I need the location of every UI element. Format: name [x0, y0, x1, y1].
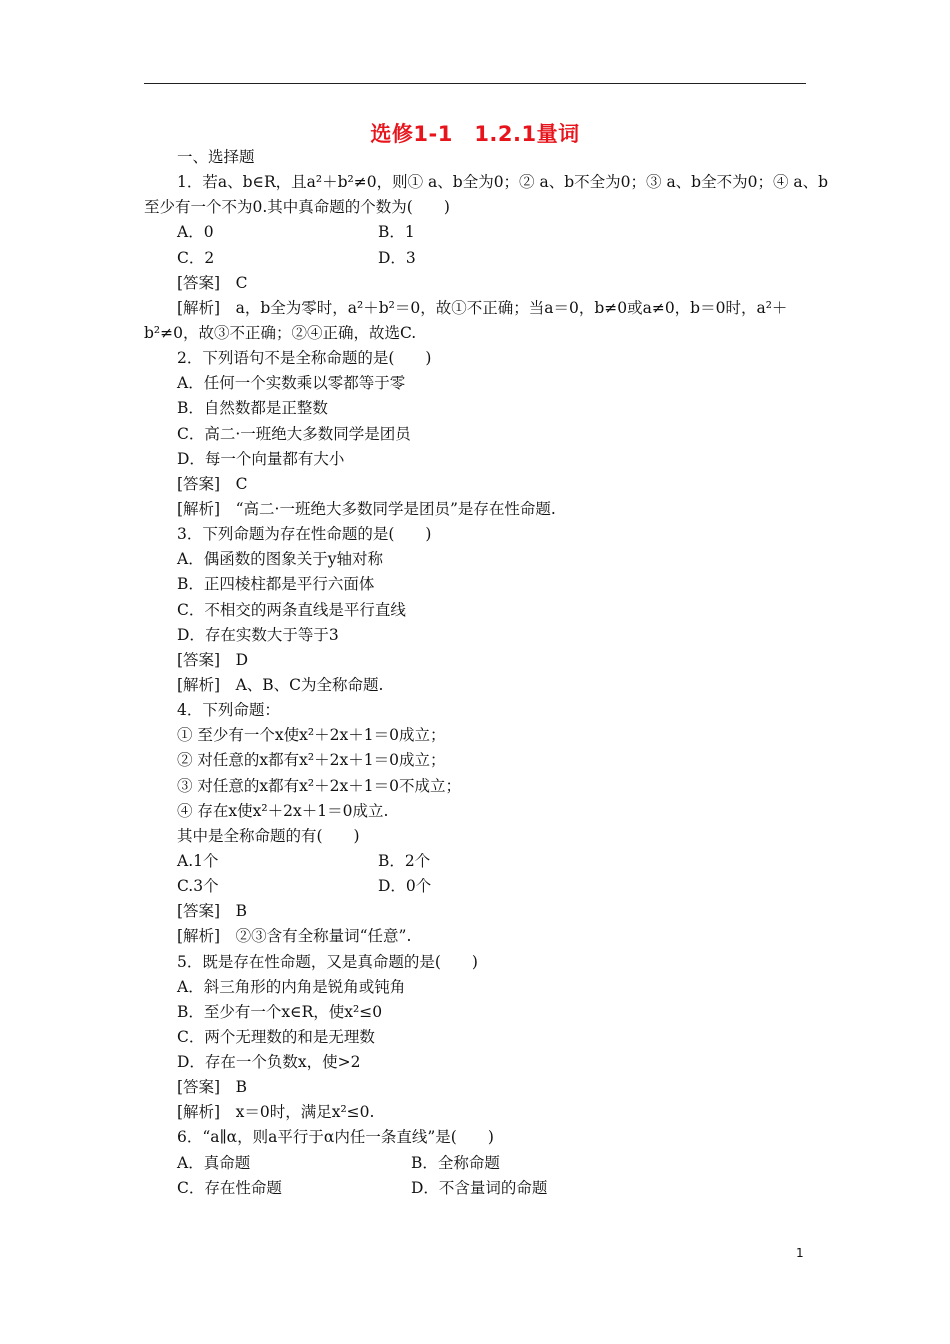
q1-analysis-line-2: b²≠0，故③不正确；②④正确，故选C. — [144, 323, 417, 342]
q1-option-a: A．0 — [177, 223, 214, 242]
q4-analysis: [解析] ②③含有全称量词“任意”. — [177, 927, 412, 946]
q6-stem: 6．“a∥α，则a平行于α内任一条直线”是( ) — [177, 1128, 494, 1147]
q5-option-b: B．至少有一个x∈R，使x²≤0 — [177, 1002, 383, 1021]
q5-analysis: [解析] x＝0时，满足x²≤0. — [177, 1103, 375, 1122]
q1-options-row-2 — [144, 246, 814, 271]
header-rule — [144, 83, 806, 84]
q5-stem: 5．既是存在性命题，又是真命题的是( ) — [177, 952, 478, 971]
q1-option-b: B．1 — [378, 223, 415, 242]
q3-analysis: [解析] A、B、C为全称命题. — [177, 675, 384, 694]
q6-options-row-2 — [144, 1176, 814, 1201]
q4-options-row-2 — [144, 874, 814, 899]
q4-option-c: C.3个 — [177, 877, 219, 896]
page-title: 选修1-1 1.2.1量词 — [370, 122, 580, 146]
q3-stem: 3．下列命题为存在性命题的是( ) — [177, 525, 432, 544]
q4-option-a: A.1个 — [177, 851, 219, 870]
q1-options-row-1 — [144, 220, 814, 245]
q1-answer: [答案] C — [177, 273, 248, 292]
q4-item-4: ④ 存在x使x²＋2x＋1＝0成立. — [177, 801, 389, 820]
q3-option-d: D．存在实数大于等于3 — [177, 625, 339, 644]
q4-item-1: ① 至少有一个x使x²＋2x＋1＝0成立； — [177, 726, 446, 745]
q3-option-b: B．正四棱柱都是平行六面体 — [177, 575, 375, 594]
page-number: 1 — [796, 1246, 804, 1260]
q2-analysis: [解析] “高二·一班绝大多数同学是团员”是存在性命题. — [177, 499, 556, 518]
q6-option-a: A．真命题 — [177, 1153, 251, 1172]
q6-option-c: C．存在性命题 — [177, 1178, 282, 1197]
q2-option-d: D．每一个向量都有大小 — [177, 449, 345, 468]
q3-option-a: A．偶函数的图象关于y轴对称 — [177, 550, 383, 569]
q5-option-a: A．斜三角形的内角是锐角或钝角 — [177, 977, 406, 996]
q3-answer: [答案] D — [177, 650, 249, 669]
q4-options-row-1 — [144, 849, 814, 874]
q1-stem-line-2: 至少有一个不为0.其中真命题的个数为( ) — [144, 198, 450, 217]
q2-option-b: B．自然数都是正整数 — [177, 399, 328, 418]
q4-option-d: D．0个 — [378, 877, 432, 896]
q4-item-3: ③ 对任意的x都有x²＋2x＋1＝0不成立； — [177, 776, 461, 795]
q2-option-a: A．任何一个实数乘以零都等于零 — [177, 374, 406, 393]
q1-analysis-line-1: [解析] a，b全为零时，a²＋b²＝0，故①不正确；当a＝0，b≠0或a≠0，b＝0时，a²＋ — [177, 298, 788, 317]
q5-answer: [答案] B — [177, 1078, 247, 1097]
q4-question: 其中是全称命题的有( ) — [177, 826, 360, 845]
q2-stem: 2．下列语句不是全称命题的是( ) — [177, 349, 432, 368]
q4-stem: 4．下列命题： — [177, 701, 280, 720]
q6-options-row-1 — [144, 1151, 814, 1176]
q1-stem-line-1: 1．若a、b∈R，且a²＋b²≠0，则① a、b全为0；② a、b不全为0；③ a、b全不为0；④ a、b — [177, 173, 829, 192]
q6-option-b: B．全称命题 — [411, 1153, 500, 1172]
document-body — [144, 145, 829, 1201]
section-heading: 一、选择题 — [177, 148, 255, 166]
q1-option-d: D．3 — [378, 248, 416, 267]
q5-option-c: C．两个无理数的和是无理数 — [177, 1027, 375, 1046]
q5-option-d: D．存在一个负数x，使>2 — [177, 1053, 361, 1072]
q2-option-c: C．高二·一班绝大多数同学是团员 — [177, 424, 411, 443]
q2-answer: [答案] C — [177, 474, 248, 493]
q4-option-b: B．2个 — [378, 851, 431, 870]
q3-option-c: C．不相交的两条直线是平行直线 — [177, 600, 406, 619]
q1-option-c: C．2 — [177, 248, 215, 267]
q4-answer: [答案] B — [177, 902, 247, 921]
q6-option-d: D．不含量词的命题 — [411, 1178, 548, 1197]
q4-item-2: ② 对任意的x都有x²＋2x＋1＝0成立； — [177, 751, 446, 770]
